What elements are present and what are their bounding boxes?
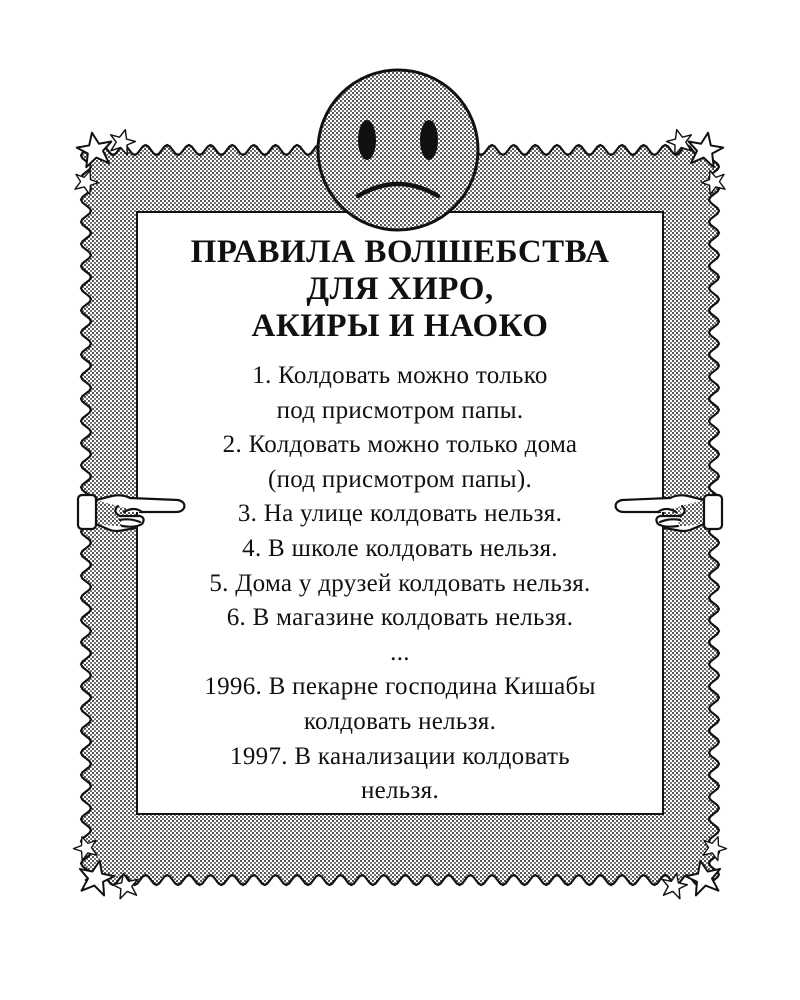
rule-line: 6. В магазине колдовать нельзя. [226,604,574,632]
rule-line: 1. Колдовать можно только [252,362,548,389]
sad-face-icon [318,70,478,230]
title-line: ПРАВИЛА ВОЛШЕБСТВА [190,234,610,270]
ellipsis-line: ... [390,638,410,666]
rule-line: под присмотром папы. [276,396,524,424]
rule-line: колдовать нельзя. [303,707,497,735]
rule-line: 2. Колдовать можно только дома [222,431,578,459]
rules-panel [137,212,663,814]
rule-line: 3. На улице колдовать нельзя. [237,500,563,528]
rule-line: 1997. В канализации колдовать [230,742,570,770]
rule-line: нельзя. [360,777,440,805]
page-title [191,234,610,345]
rule-line: 1996. В пекарне господина Кишабы [204,673,596,701]
rule-line: 4. В школе колдовать нельзя. [242,534,558,562]
rule-line: 5. Дома у друзей колдовать нельзя. [209,569,591,597]
title-line: ДЛЯ ХИРО, [306,271,494,307]
rule-line: (под присмотром папы). [267,465,533,493]
rules-list [204,359,595,809]
title-line: АКИРЫ И НАОКО [251,308,549,344]
